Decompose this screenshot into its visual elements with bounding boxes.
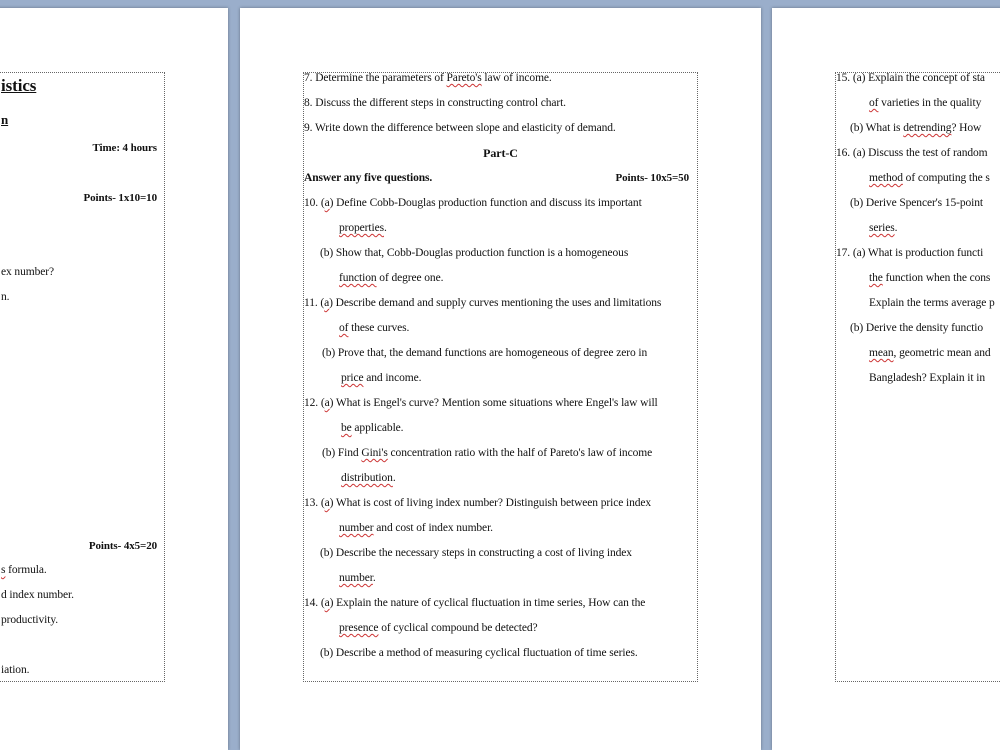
text-run: . xyxy=(383,222,387,234)
document-page-3 xyxy=(772,8,1000,750)
text-run: varieties in the quality xyxy=(878,97,982,109)
squiggle-word: s xyxy=(1,564,6,576)
text-run: 14. ( xyxy=(304,597,325,609)
text-run: ) What is Engel's curve? Mention some situations where Engel's law will xyxy=(329,397,658,409)
text-run: 13. ( xyxy=(304,497,325,509)
question-11a-cont xyxy=(339,321,409,335)
question-13a xyxy=(304,496,651,510)
question-12b xyxy=(322,446,652,460)
squiggle-word: presence xyxy=(339,622,379,634)
text-run: ) Define Cobb-Douglas production function and discuss its important xyxy=(329,197,642,209)
points-label-a: Points- 1x10=10 xyxy=(83,192,157,204)
page-3-text-frame xyxy=(835,72,1000,682)
text-run: , geometric mean and xyxy=(893,347,991,359)
text-run: 12. ( xyxy=(304,397,325,409)
squiggle-word: of xyxy=(869,97,879,109)
question-10b-cont xyxy=(339,271,443,285)
text-run: 7. Determine the parameters of xyxy=(304,72,447,84)
text-run: ) What is cost of living index number? Distinguish between price index xyxy=(329,497,652,509)
time-label: Time: 4 hours xyxy=(92,142,157,154)
question-13b-cont xyxy=(339,571,376,585)
text-run: 10. ( xyxy=(304,197,325,209)
question-13a-cont xyxy=(339,521,493,535)
text-run: law of income. xyxy=(481,72,552,84)
squiggle-word: price xyxy=(341,372,364,384)
question-10a-cont xyxy=(339,221,387,235)
question-16b: (b) Derive Spencer's 15-point xyxy=(850,197,983,209)
question-13b: (b) Describe the necessary steps in constructing a cost of living index xyxy=(320,547,632,559)
squiggle-word: a xyxy=(324,397,330,409)
text-run: 11. ( xyxy=(304,297,325,309)
question-17a-cont: Explain the terms average p xyxy=(869,297,995,309)
squiggle-word: function xyxy=(339,272,377,284)
question-17a-cont xyxy=(869,271,990,285)
question-15b xyxy=(850,121,981,135)
points-label: Points- 10x5=50 xyxy=(615,172,689,184)
question-15a-cont xyxy=(869,96,981,110)
question-17a: 17. (a) What is production functi xyxy=(836,247,984,259)
question-11b: (b) Prove that, the demand functions are homogeneous of degree zero in xyxy=(322,347,648,359)
document-page-2 xyxy=(240,8,761,750)
squiggle-word: Gini's xyxy=(361,447,388,459)
question-line xyxy=(1,563,47,577)
squiggle-word: a xyxy=(324,597,330,609)
text-run: ) Explain the nature of cyclical fluctuation in time series, How can the xyxy=(329,597,646,609)
squiggle-word: a xyxy=(324,197,330,209)
squiggle-word: distribution xyxy=(341,472,393,484)
squiggle-word: Pareto's xyxy=(446,72,482,84)
question-line: d index number. xyxy=(1,589,74,601)
text-run: function when the cons xyxy=(882,272,991,284)
text-run: ) Describe demand and supply curves mentioning the uses and limitations xyxy=(329,297,662,309)
text-run: concentration ratio with the half of Pareto's law of income xyxy=(387,447,653,459)
part-heading: Part-C xyxy=(483,146,518,160)
text-run: . xyxy=(372,572,376,584)
text-run: these curves. xyxy=(348,322,410,334)
text-run: and income. xyxy=(363,372,422,384)
question-17b-cont xyxy=(869,346,991,360)
squiggle-word: method xyxy=(869,172,903,184)
question-11a xyxy=(304,296,661,310)
squiggle-word: number xyxy=(339,522,374,534)
question-14a xyxy=(304,596,645,610)
text-run: of computing the s xyxy=(902,172,990,184)
question-16a-cont xyxy=(869,171,990,185)
text-run: formula. xyxy=(5,564,47,576)
squiggle-word: a xyxy=(324,497,330,509)
text-run: (b) Find xyxy=(322,447,362,459)
text-run: and cost of index number. xyxy=(373,522,493,534)
question-10a xyxy=(304,196,642,210)
text-run: of degree one. xyxy=(376,272,444,284)
question-7 xyxy=(304,72,552,85)
page-1-text-frame xyxy=(0,72,165,682)
question-12a xyxy=(304,396,658,410)
document-page-1 xyxy=(0,8,228,750)
squiggle-word: of xyxy=(339,322,349,334)
question-14b: (b) Describe a method of measuring cyclical fluctuation of time series. xyxy=(320,647,638,659)
question-line: iation. xyxy=(1,664,30,676)
squiggle-word: mean xyxy=(869,347,894,359)
question-8: 8. Discuss the different steps in constructing control chart. xyxy=(304,97,566,109)
exam-title: istics xyxy=(1,76,37,95)
text-run: (b) What is xyxy=(850,122,904,134)
question-12a-cont xyxy=(341,421,403,435)
squiggle-word: be xyxy=(341,422,352,434)
question-17b: (b) Derive the density functio xyxy=(850,322,984,334)
squiggle-word: the xyxy=(869,272,883,284)
question-12b-cont xyxy=(341,471,396,485)
text-run: ? How xyxy=(951,122,982,134)
squiggle-word: properties xyxy=(339,222,384,234)
text-run: . xyxy=(392,472,396,484)
question-16a: 16. (a) Discuss the test of random xyxy=(836,147,988,159)
squiggle-word: a xyxy=(324,297,330,309)
question-line: ex number? xyxy=(1,266,54,278)
question-14a-cont xyxy=(339,621,538,635)
text-run: applicable. xyxy=(351,422,404,434)
instructions: Answer any five questions. xyxy=(304,172,433,184)
points-label-b: Points- 4x5=20 xyxy=(88,540,157,552)
question-16b-cont xyxy=(869,221,897,235)
question-line: productivity. xyxy=(1,614,59,626)
question-15a: 15. (a) Explain the concept of sta xyxy=(836,72,985,84)
question-line: n. xyxy=(1,291,10,303)
squiggle-word: number xyxy=(339,572,373,584)
question-10b: (b) Show that, Cobb-Douglas production function is a homogeneous xyxy=(320,247,629,259)
question-11b-cont xyxy=(341,371,421,385)
page-2-text-frame xyxy=(303,72,698,682)
text-run: . xyxy=(894,222,898,234)
squiggle-word: detrending xyxy=(903,122,952,134)
question-17b-cont: Bangladesh? Explain it in xyxy=(869,372,985,384)
question-9: 9. Write down the difference between slope and elasticity of demand. xyxy=(304,122,616,134)
squiggle-word: series xyxy=(869,222,895,234)
text-run: of cyclical compound be detected? xyxy=(378,622,538,634)
exam-subtitle: n xyxy=(1,112,9,127)
